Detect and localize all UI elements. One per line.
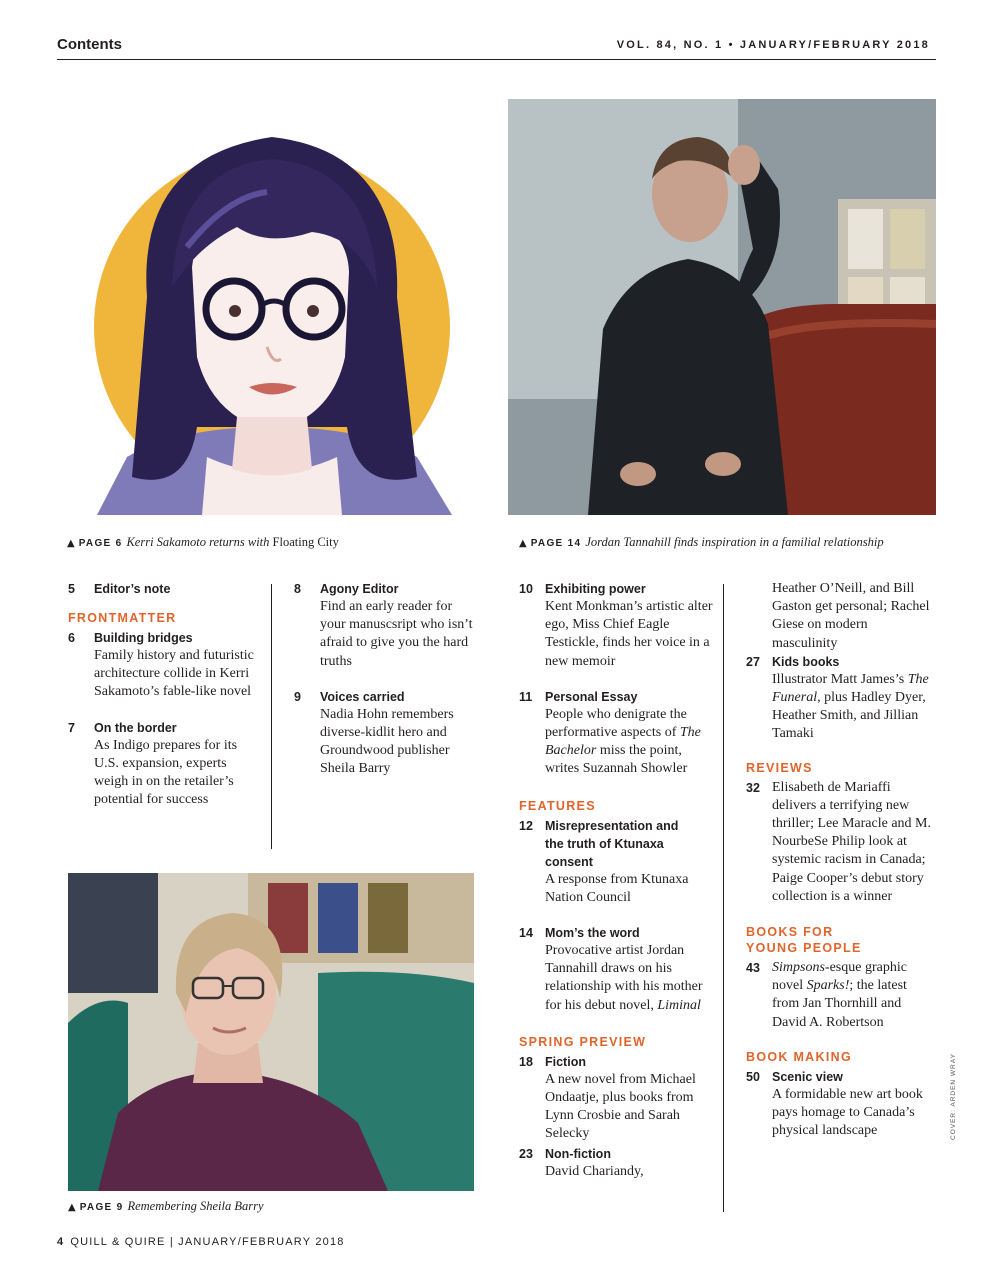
entry-page-number: 6 [68, 631, 75, 645]
toc-column-3 [519, 580, 715, 1181]
entry-title: Voices carried [320, 689, 405, 704]
toc-entry[interactable] [519, 580, 715, 671]
entry-title: Exhibiting power [545, 582, 646, 596]
section-heading: SPRING PREVIEW [519, 1034, 647, 1049]
entry-page-number: 11 [519, 689, 533, 704]
toc-entry[interactable] [746, 1068, 932, 1141]
entry-page-number: 7 [68, 720, 75, 735]
triangle-up-icon: ▲ [68, 1202, 76, 1213]
caption-page-ref: PAGE 14 [530, 538, 582, 549]
entry-description: Family history and futuristic architecture collide in Kerri Sakamoto’s fable-like novel [94, 648, 254, 700]
entry-description: David Chariandy, [545, 1163, 644, 1179]
entry-description-continued: Heather O’Neill, and Bill Gaston get personal; Rachel Giese on modern masculinity [772, 581, 930, 651]
entry-page-number: 27 [746, 654, 760, 669]
column-divider [723, 584, 724, 1212]
toc-entry[interactable] [68, 580, 260, 598]
entry-description: Simpsons-esque graphic novel Sparks!; the latest from Jan Thornhill and David A. Robertson [772, 960, 907, 1030]
entry-title: Fiction [545, 1054, 586, 1069]
entry-description: People who denigrate the performative aspects of The Bachelor miss the point, writes Suzannah Showler [545, 706, 701, 777]
toc-entry[interactable] [519, 817, 715, 907]
entry-title: Mom’s the word [545, 926, 640, 941]
caption-sakamoto [67, 535, 339, 550]
toc-column-2 [294, 580, 478, 796]
column-divider [271, 584, 272, 849]
toc-column-1 [68, 580, 260, 826]
cover-credit: COVER: ARDEN WRAY [950, 1053, 957, 1140]
section-heading: FEATURES [519, 798, 596, 813]
entry-page-number: 8 [294, 582, 301, 596]
toc-entry[interactable] [746, 653, 932, 744]
caption-tannahill [519, 535, 884, 550]
entry-description: A formidable new art book pays homage to Canada’s physical landscape [772, 1086, 923, 1139]
entry-page-number: 23 [519, 1146, 533, 1161]
caption-text: Kerri Sakamoto returns with [126, 535, 270, 549]
entry-page-number: 9 [294, 689, 301, 704]
entry-description: Kent Monkman’s artistic alter ego, Miss Chief Eagle Testickle, finds her voice in a new memoir [545, 599, 713, 669]
triangle-up-icon: ▲ [519, 538, 527, 549]
toc-column-4 [746, 580, 932, 1140]
caption-page-ref: PAGE 6 [78, 538, 123, 549]
entry-title: Scenic view [772, 1069, 843, 1084]
toc-entry[interactable] [294, 580, 478, 671]
entry-page-number: 12 [519, 818, 533, 833]
caption-text: Remembering Sheila Barry [127, 1199, 264, 1213]
toc-entry[interactable] [294, 688, 478, 779]
sheila-barry-photo [68, 873, 474, 1191]
entry-title: Misrepresentation and the truth of Ktunaxa consent [545, 818, 679, 869]
entry-description: Provocative artist Jordan Tannahill draws on his relationship with his mother for his debut novel, Liminal [545, 943, 703, 1013]
section-heading: FRONTMATTER [68, 611, 177, 625]
footer-text: QUILL & QUIRE | JANUARY/FEBRUARY 2018 [70, 1236, 345, 1248]
toc-entry[interactable] [746, 959, 932, 1032]
entry-title: Kids books [772, 654, 840, 669]
entry-title: Building bridges [94, 631, 193, 645]
section-heading: BOOK MAKING [746, 1049, 852, 1064]
entry-title: Editor’s note [94, 582, 171, 596]
toc-entry[interactable] [68, 629, 260, 702]
caption-text: Jordan Tannahill finds inspiration in a familial relationship [585, 535, 884, 549]
page-title: Contents [57, 36, 122, 53]
entry-page-number: 18 [519, 1054, 533, 1069]
jordan-tannahill-photo [508, 99, 936, 515]
entry-title: Agony Editor [320, 582, 399, 596]
toc-entry[interactable] [68, 719, 260, 810]
header-rule [57, 59, 936, 60]
page-footer [57, 1236, 345, 1248]
toc-entry[interactable] [519, 1053, 715, 1144]
caption-title: Floating City [269, 535, 339, 549]
entry-title: On the border [94, 720, 177, 735]
entry-page-number: 5 [68, 582, 75, 596]
issue-label: VOL. 84, NO. 1 • JANUARY/FEBRUARY 2018 [616, 39, 930, 51]
entry-description: Nadia Hohn remembers diverse-kidlit hero and Groundwood publisher Sheila Barry [320, 706, 454, 777]
entry-page-number: 43 [746, 961, 760, 976]
entry-page-number: 10 [519, 582, 533, 596]
entry-page-number: 32 [746, 780, 760, 795]
entry-title: Personal Essay [545, 689, 638, 704]
entry-description: As Indigo prepares for its U.S. expansion, experts weigh in on the retailer’s potential for success [94, 737, 238, 808]
caption-page-ref: PAGE 9 [79, 1202, 124, 1213]
entry-page-number: 50 [746, 1069, 760, 1084]
page-number: 4 [57, 1236, 65, 1248]
kerri-sakamoto-illustration [57, 97, 485, 515]
entry-description: Illustrator Matt James’s The Funeral, plus Hadley Dyer, Heather Smith, and Jillian Tamaki [772, 671, 929, 742]
entry-description: A response from Ktunaxa Nation Council [545, 871, 689, 905]
caption-barry [68, 1199, 264, 1214]
section-heading: REVIEWS [746, 760, 813, 775]
toc-entry[interactable] [519, 688, 715, 779]
triangle-up-icon: ▲ [67, 538, 75, 549]
entry-page-number: 14 [519, 926, 533, 941]
entry-description: A new novel from Michael Ondaatje, plus books from Lynn Crosbie and Sarah Selecky [545, 1071, 696, 1142]
section-heading: BOOKS FOR YOUNG PEOPLE [746, 925, 862, 956]
entry-description: Find an early reader for your manuscsript who isn’t afraid to give you the hard truths [320, 599, 473, 669]
toc-entry[interactable] [519, 924, 715, 1015]
toc-entry[interactable] [746, 779, 932, 906]
entry-description: Elisabeth de Mariaffi delivers a terrifying new thriller; Lee Maracle and M. NourbeSe Philip look at systemic racism in Canada; Paige Cooper’s debut story collection is a winner [772, 779, 931, 904]
toc-entry[interactable] [519, 1145, 715, 1181]
entry-title: Non-fiction [545, 1146, 611, 1161]
